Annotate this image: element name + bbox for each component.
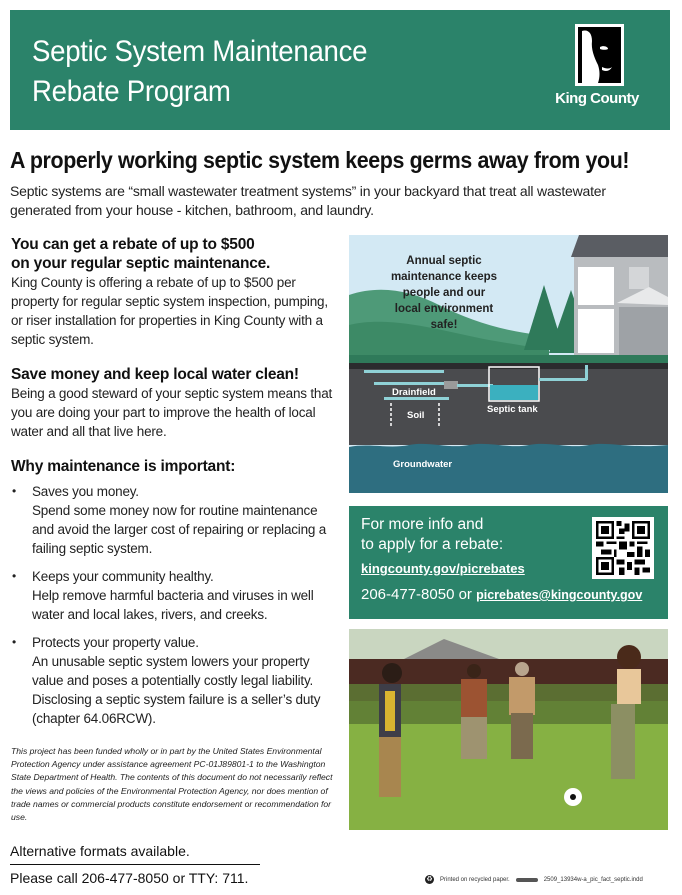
title-line-1: Septic System Maintenance [32, 35, 368, 68]
rebates-url-link[interactable]: kingcounty.gov/picrebates [361, 561, 525, 576]
phone-number: 206-477-8050 [361, 586, 455, 603]
label-drainfield: Drainfield [392, 387, 436, 398]
logo-portrait-icon [575, 24, 624, 86]
intro-text: Septic systems are “small wastewater treatment systems” in your backyard that treat all wastewater generated from your house - kitchen, bathroom, and laundry. [10, 183, 606, 218]
file-name: 2509_13934w-a_pic_fact_septic.indd [543, 876, 643, 883]
contact-line [361, 586, 642, 603]
page-title [32, 32, 367, 112]
headline: A properly working septic system keeps germs away from you! [10, 147, 630, 173]
qr-code-icon[interactable] [592, 517, 654, 579]
header-banner [10, 10, 670, 130]
rebate-heading-line-2: on your regular septic maintenance. [11, 255, 271, 272]
info-title-line-2: to apply for a rebate: [361, 536, 504, 553]
recycle-icon: ♻ [426, 876, 433, 883]
rebate-body: King County is offering a rebate of up to $500 per property for regular septic system inspection, pumping, or riser installation for properties in King County with a septic system. [11, 275, 328, 347]
printed-text: Printed on recycled paper. [440, 876, 510, 883]
why-section [11, 457, 341, 728]
list-item-title: Saves you money. [32, 484, 139, 499]
family-soccer-photo [349, 629, 668, 830]
label-groundwater: Groundwater [393, 459, 453, 470]
king-county-logo [542, 24, 652, 120]
rebate-section [11, 235, 341, 349]
why-heading: Why maintenance is important: [11, 458, 236, 475]
septic-illustration [349, 235, 668, 493]
list-item-body: Spend some money now for routine maintenance and avoid the larger cost of repairing or replacing a failing septic system. [32, 503, 327, 556]
photo-graphic [349, 629, 668, 830]
list-item-title: Keeps your community healthy. [32, 569, 214, 584]
list-item [11, 567, 341, 624]
list-item-body: An unusable septic system lowers your property value and poses a potentially costly legal liability. Disclosing a septic system failure is a seller’s duty (chapter 64.06RCW). [32, 654, 321, 726]
why-list [11, 482, 341, 728]
info-title-line-1: For more info and [361, 516, 484, 533]
list-item-title: Protects your property value. [32, 635, 199, 650]
funding-disclaimer: This project has been funded wholly or in part by the United States Environmental Protection Agency under assistance agreement PC-01J89801-1 to the Washington State Department of Health. The contents of this document do not necessarily reflect the views and policies of the Environmental Protection Agency, nor does mention of trade names or commercial products constitute endorsement or recommendation for use. [11, 746, 333, 823]
bullet-icon: • [12, 484, 17, 498]
bullet-icon: • [12, 569, 17, 583]
illustration-caption: Annual septic maintenance keeps people and our local environment safe! [390, 255, 498, 331]
bullet-icon: • [12, 635, 17, 649]
list-item [11, 633, 341, 728]
contact-info-box [349, 506, 668, 619]
save-money-body: Being a good steward of your septic system means that you are doing your part to improve the health of local water and all that live here. [11, 386, 333, 439]
left-column [11, 235, 341, 740]
alt-call-text: Please call 206-477-8050 or TTY: 711. [10, 870, 249, 886]
info-title [361, 515, 503, 555]
rebate-heading-line-1: You can get a rebate of up to $500 [11, 236, 255, 253]
label-soil: Soil [407, 410, 425, 421]
save-money-section [11, 365, 341, 441]
list-item-body: Help remove harmful bacteria and viruses in well water and local lakes, rivers, and creeks. [32, 588, 314, 622]
title-line-2: Rebate Program [32, 75, 231, 108]
save-money-heading: Save money and keep local water clean! [11, 366, 299, 383]
logo-text: King County [555, 90, 639, 107]
email-link[interactable]: picrebates@kingcounty.gov [476, 588, 643, 602]
rebate-heading [11, 235, 341, 273]
list-item [11, 482, 341, 558]
or-text: or [458, 586, 472, 603]
union-bug-icon [516, 878, 538, 882]
print-info [425, 875, 643, 884]
label-septic-tank: Septic tank [487, 404, 538, 415]
divider [10, 864, 260, 865]
alt-formats-text: Alternative formats available. [10, 843, 190, 859]
